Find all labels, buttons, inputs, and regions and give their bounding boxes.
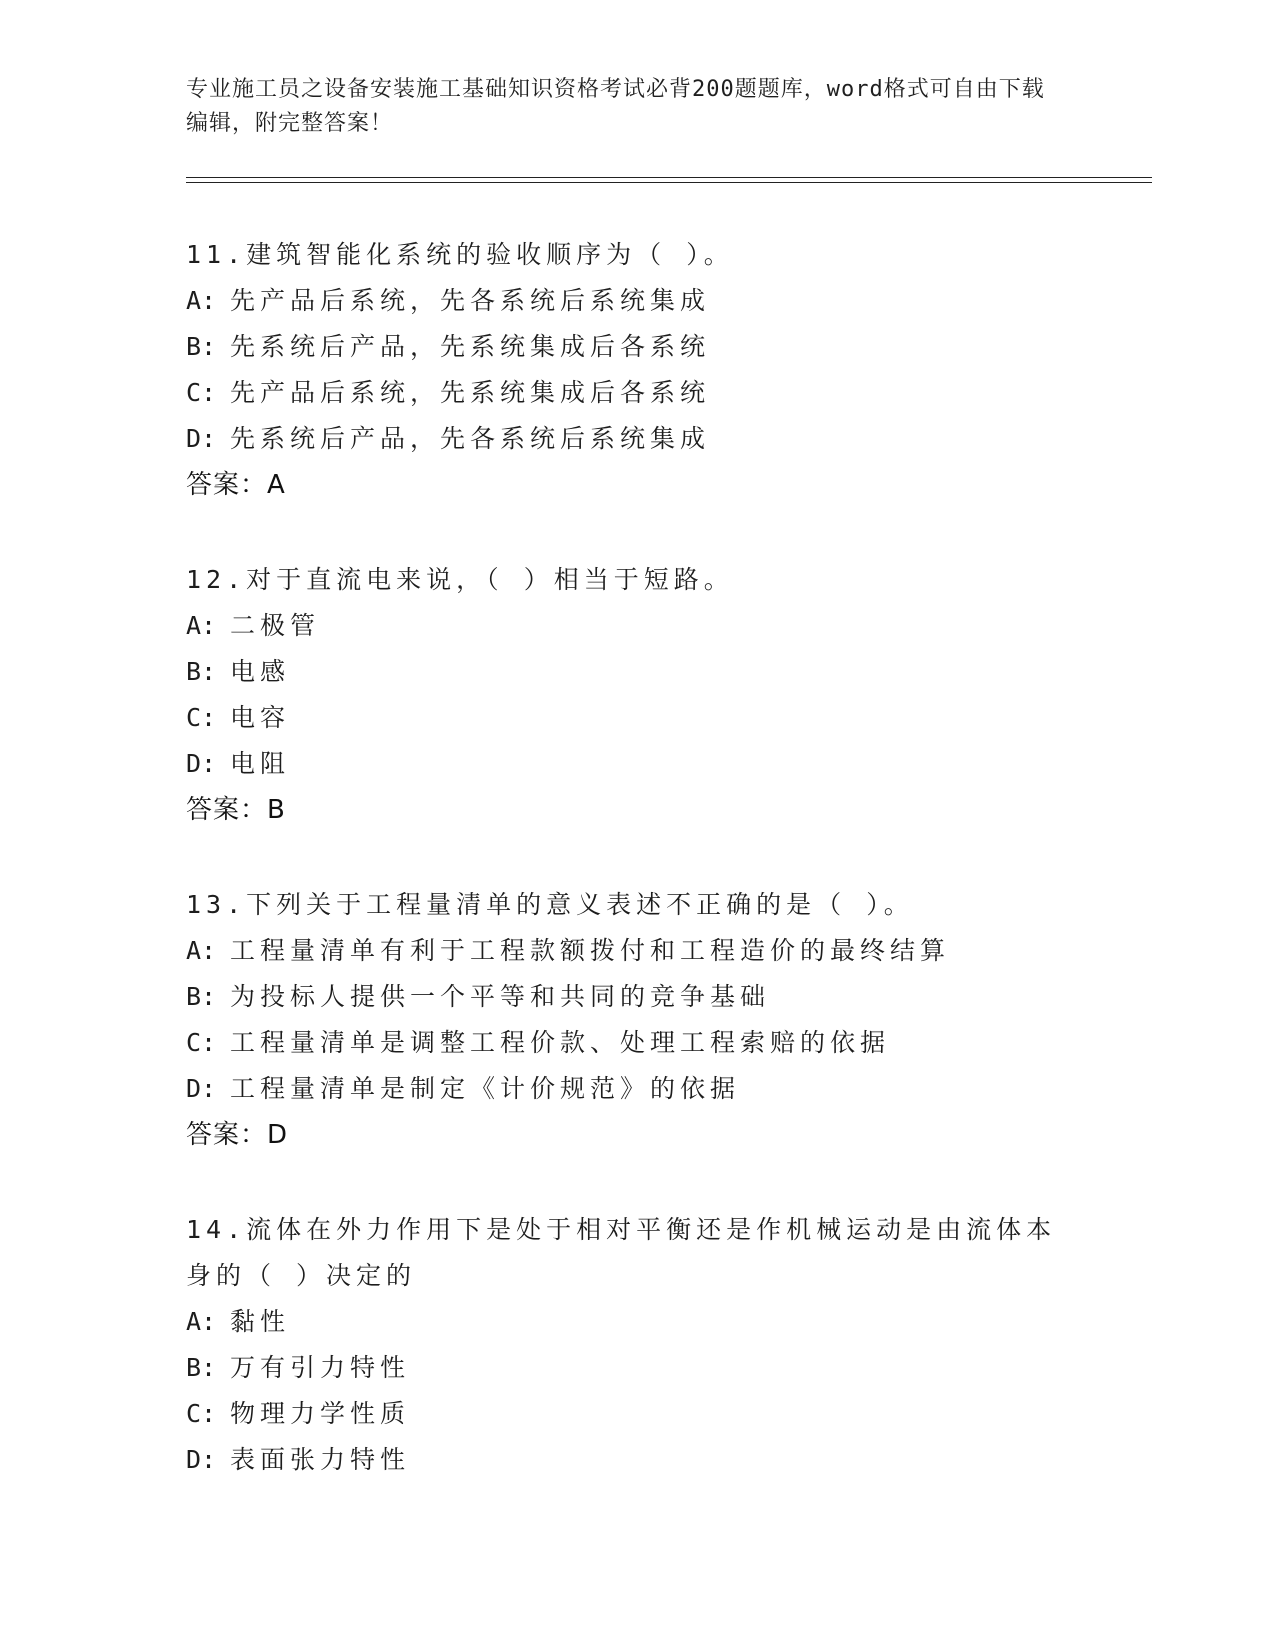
option-key: D: <box>186 1074 217 1103</box>
option-text: 电感 <box>230 657 291 686</box>
question-14 <box>186 1207 1136 1483</box>
option-text: 为投标人提供一个平等和共同的竞争基础 <box>230 982 771 1011</box>
option-b <box>186 974 1136 1020</box>
option-key: D: <box>186 1445 217 1474</box>
option-c <box>186 1391 1136 1437</box>
option-text: 先产品后系统，先各系统后系统集成 <box>230 286 711 315</box>
option-text: 先产品后系统，先系统集成后各系统 <box>230 378 711 407</box>
option-a <box>186 278 1136 324</box>
option-text: 黏性 <box>230 1307 291 1336</box>
option-key: A: <box>186 936 217 965</box>
question-12 <box>186 557 1136 833</box>
option-b <box>186 1345 1136 1391</box>
option-a <box>186 603 1136 649</box>
option-key: C: <box>186 703 217 732</box>
option-key: C: <box>186 1399 217 1428</box>
option-key: B: <box>186 332 217 361</box>
header-rule-bottom <box>186 182 1152 183</box>
option-key: A: <box>186 611 217 640</box>
question-11 <box>186 232 1136 508</box>
option-text: 先系统后产品，先各系统后系统集成 <box>230 424 711 453</box>
option-text: 万有引力特性 <box>230 1353 411 1382</box>
option-text: 表面张力特性 <box>230 1445 411 1474</box>
option-key: B: <box>186 657 217 686</box>
option-text: 物理力学性质 <box>230 1399 411 1428</box>
question-list <box>186 232 1136 1532</box>
option-c <box>186 1020 1136 1066</box>
option-d <box>186 416 1136 462</box>
option-key: A: <box>186 1307 217 1336</box>
answer-line: 答案：B <box>186 795 286 825</box>
option-text: 电阻 <box>230 749 291 778</box>
option-b <box>186 649 1136 695</box>
option-a <box>186 1299 1136 1345</box>
option-c <box>186 695 1136 741</box>
option-text: 先系统后产品，先系统集成后各系统 <box>230 332 711 361</box>
option-key: C: <box>186 378 217 407</box>
option-text: 电容 <box>230 703 291 732</box>
question-stem: 12.对于直流电来说，（ ）相当于短路。 <box>186 565 734 594</box>
option-key: B: <box>186 1353 217 1382</box>
option-key: C: <box>186 1028 217 1057</box>
option-key: A: <box>186 286 217 315</box>
answer-line: 答案：D <box>186 1120 289 1150</box>
question-stem: 14.流体在外力作用下是处于相对平衡还是作机械运动是由流体本身的（ ）决定的 <box>186 1215 1057 1290</box>
question-stem: 11.建筑智能化系统的验收顺序为（ ）。 <box>186 240 734 269</box>
option-b <box>186 324 1136 370</box>
document-header: 专业施工员之设备安装施工基础知识资格考试必背200题题库，word格式可自由下载编辑，附完整答案！ <box>186 77 1045 136</box>
option-text: 工程量清单有利于工程款额拨付和工程造价的最终结算 <box>230 936 951 965</box>
option-key: B: <box>186 982 217 1011</box>
option-d <box>186 1066 1136 1112</box>
question-stem: 13.下列关于工程量清单的意义表述不正确的是（ ）。 <box>186 890 914 919</box>
option-text: 工程量清单是调整工程价款、处理工程索赔的依据 <box>230 1028 891 1057</box>
question-13 <box>186 882 1136 1158</box>
option-key: D: <box>186 749 217 778</box>
header-rule-top <box>186 177 1152 178</box>
option-d <box>186 1437 1136 1483</box>
option-a <box>186 928 1136 974</box>
option-text: 二极管 <box>230 611 321 640</box>
option-text: 工程量清单是制定《计价规范》的依据 <box>230 1074 741 1103</box>
option-c <box>186 370 1136 416</box>
option-d <box>186 741 1136 787</box>
option-key: D: <box>186 424 217 453</box>
answer-line: 答案：A <box>186 470 286 500</box>
